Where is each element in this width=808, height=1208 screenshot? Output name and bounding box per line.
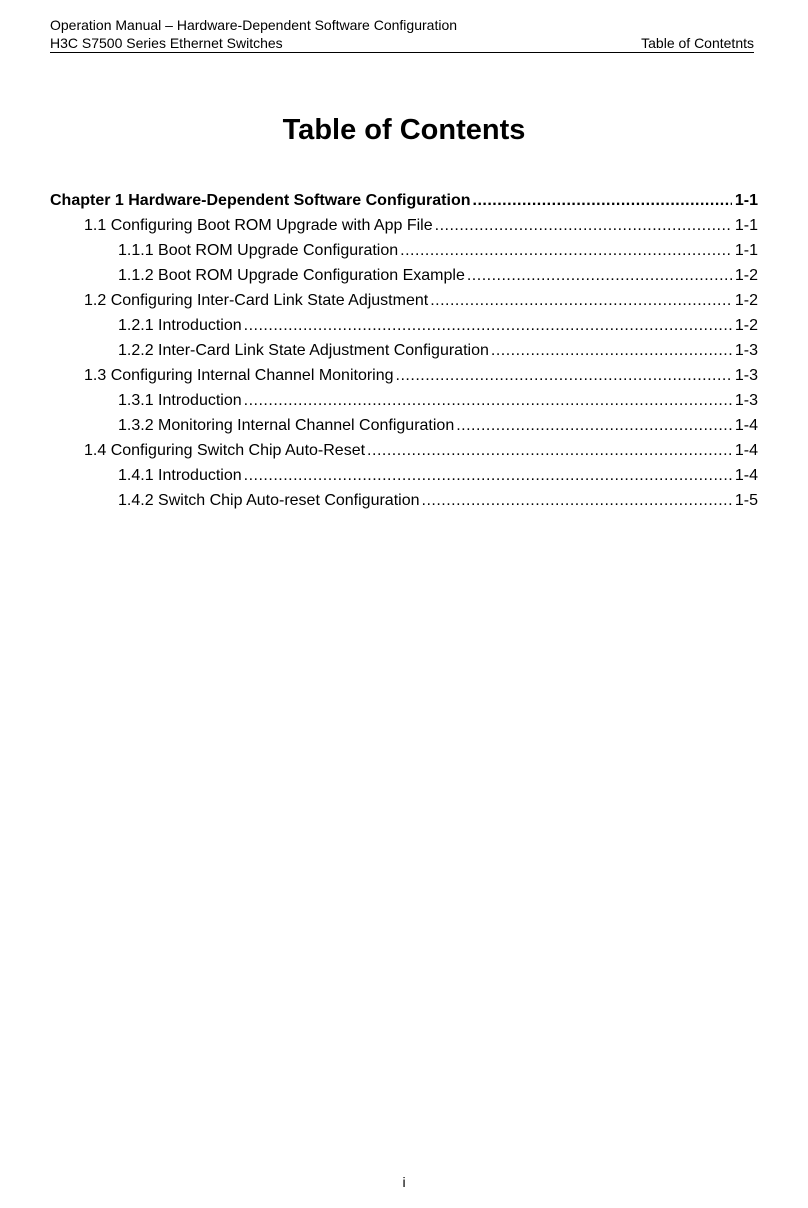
- toc-entry-page[interactable]: 1-3: [734, 367, 758, 384]
- toc-entry-page[interactable]: 1-1: [734, 217, 758, 234]
- dot-leader: [456, 413, 732, 438]
- dot-leader: [430, 288, 732, 313]
- toc-entry-title[interactable]: 1.3.1 Introduction: [118, 392, 242, 409]
- dot-leader: [422, 488, 732, 513]
- toc-entry-title[interactable]: 1.2.2 Inter-Card Link State Adjustment Configuration: [118, 342, 489, 359]
- toc-entry-title[interactable]: 1.4.1 Introduction: [118, 467, 242, 484]
- toc-entry[interactable]: [50, 338, 758, 363]
- toc-entry-title[interactable]: 1.3 Configuring Internal Channel Monitoring: [84, 367, 394, 384]
- page-header: [50, 16, 754, 52]
- toc-entry-page[interactable]: 1-4: [734, 442, 758, 459]
- dot-leader: [244, 388, 732, 413]
- page-title: Table of Contents: [282, 114, 526, 146]
- toc-entry-title[interactable]: 1.4 Configuring Switch Chip Auto-Reset: [84, 442, 366, 459]
- toc-entry-page[interactable]: 1-4: [734, 467, 758, 484]
- toc-entry-page[interactable]: 1-1: [734, 242, 758, 259]
- toc-entry-title[interactable]: 1.4.2 Switch Chip Auto-reset Configuration: [118, 492, 420, 509]
- toc-entry-title[interactable]: 1.1 Configuring Boot ROM Upgrade with App File: [84, 217, 433, 234]
- header-rule: [50, 52, 754, 53]
- dot-leader: [491, 338, 732, 363]
- dot-leader: [367, 438, 732, 463]
- dot-leader: [467, 263, 732, 288]
- header-section-name: Table of Contetnts: [641, 35, 754, 51]
- toc-entry-page[interactable]: 1-3: [734, 342, 758, 359]
- toc-entry-page[interactable]: 1-4: [734, 417, 758, 434]
- dot-leader: [435, 213, 732, 238]
- dot-leader: [396, 363, 732, 388]
- toc-entry-title[interactable]: 1.1.1 Boot ROM Upgrade Configuration: [118, 242, 399, 259]
- page-number: i: [402, 1174, 406, 1190]
- toc-entry[interactable]: [50, 488, 758, 513]
- toc-entry-page[interactable]: 1-1: [734, 192, 758, 209]
- toc-entry-page[interactable]: 1-2: [734, 267, 758, 284]
- toc-entry[interactable]: [50, 463, 758, 488]
- dot-leader: [244, 313, 732, 338]
- dot-leader: [400, 238, 732, 263]
- toc-entry[interactable]: [50, 313, 758, 338]
- toc-entry[interactable]: [50, 238, 758, 263]
- toc-entry[interactable]: [50, 213, 758, 238]
- toc-entry[interactable]: [50, 188, 758, 213]
- toc-entry-page[interactable]: 1-3: [734, 392, 758, 409]
- toc-entry-page[interactable]: 1-5: [734, 492, 758, 509]
- toc-entry[interactable]: [50, 263, 758, 288]
- header-product-name: H3C S7500 Series Ethernet Switches: [50, 35, 283, 51]
- toc-entry-title[interactable]: Chapter 1 Hardware-Dependent Software Configuration: [50, 192, 471, 209]
- toc-entry-title[interactable]: 1.1.2 Boot ROM Upgrade Configuration Example: [118, 267, 465, 284]
- dot-leader: [244, 463, 732, 488]
- toc-entry-page[interactable]: 1-2: [734, 317, 758, 334]
- header-manual-title: Operation Manual – Hardware-Dependent Software Configuration: [50, 17, 458, 33]
- toc-entry-page[interactable]: 1-2: [734, 292, 758, 309]
- header-line2: [50, 34, 754, 52]
- toc-entry-title[interactable]: 1.2.1 Introduction: [118, 317, 242, 334]
- table-of-contents: [50, 188, 758, 513]
- dot-leader: [473, 188, 732, 213]
- toc-entry[interactable]: [50, 288, 758, 313]
- toc-entry[interactable]: [50, 388, 758, 413]
- toc-entry[interactable]: [50, 413, 758, 438]
- toc-entry[interactable]: [50, 363, 758, 388]
- toc-entry-title[interactable]: 1.3.2 Monitoring Internal Channel Configuration: [118, 417, 455, 434]
- toc-entry[interactable]: [50, 438, 758, 463]
- toc-entry-title[interactable]: 1.2 Configuring Inter-Card Link State Adjustment: [84, 292, 429, 309]
